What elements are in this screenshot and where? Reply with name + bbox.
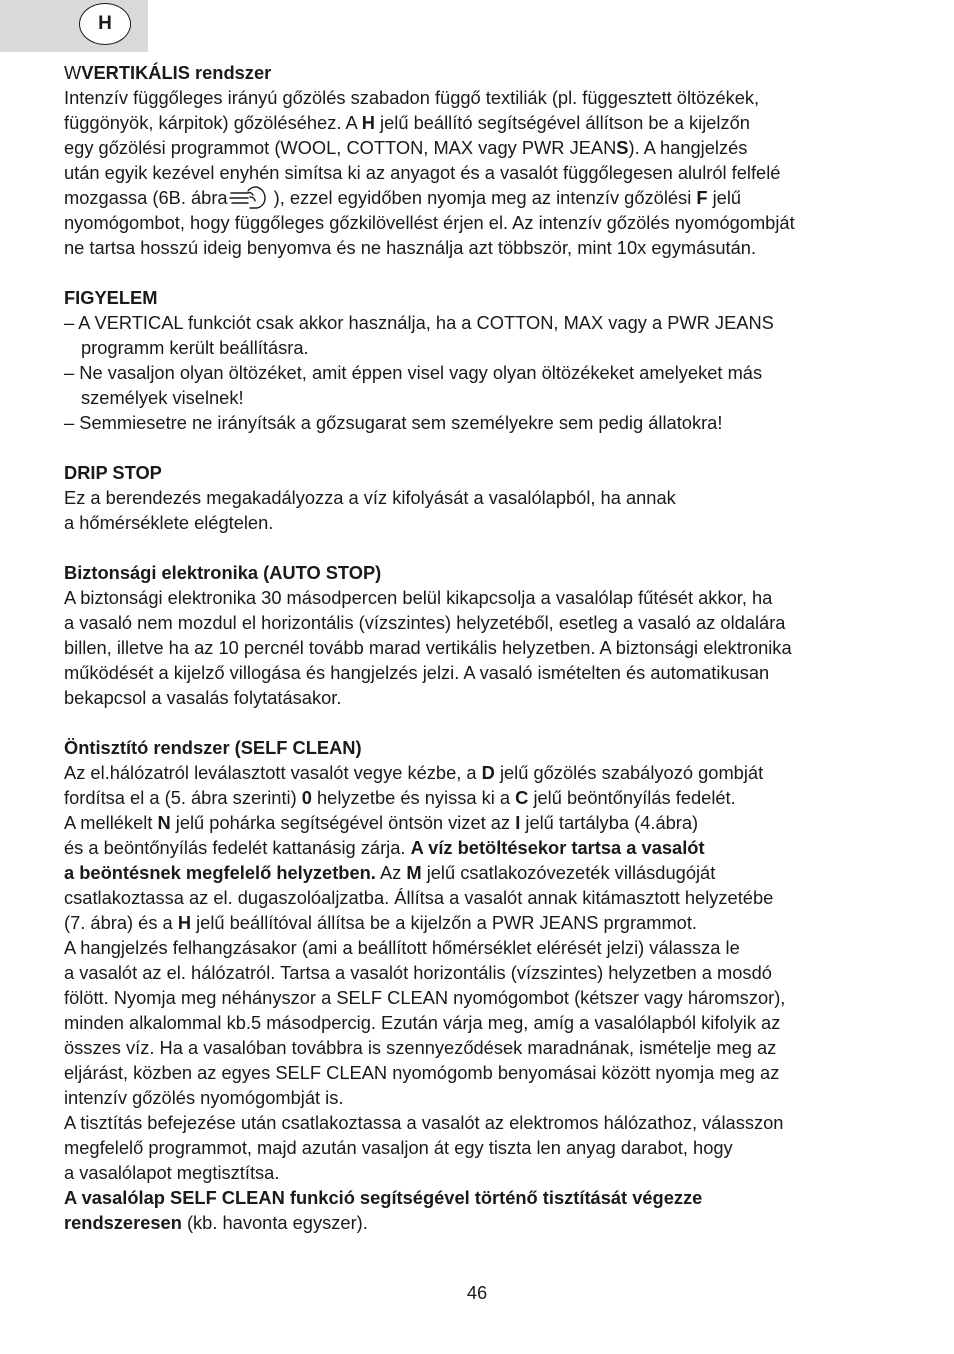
paragraph-line: rendszeresen (kb. havonta egyszer). — [64, 1212, 368, 1233]
warning-item-continued: programm került beállításra. — [81, 337, 309, 358]
page-content — [64, 60, 894, 1235]
paragraph-line: intenzív gőzölés nyomógombját is. — [64, 1087, 344, 1108]
paragraph-line: eljárást, közben az egyes SELF CLEAN nyomógomb benyomásai között nyomja meg az — [64, 1062, 780, 1083]
paragraph-line: mozgassa (6B. ábra ), ezzel egyidőben nyomja meg az intenzív gőzölési F jelű — [64, 187, 742, 208]
section-heading-self-clean: Öntisztító rendszer (SELF CLEAN) — [64, 737, 362, 758]
paragraph-line: A hangjelzés felhangzásakor (ami a beállított hőmérséklet elérését jelzi) válassza le — [64, 937, 740, 958]
paragraph-line: csatlakoztassa az el. dugaszolóaljzatba. Állítsa a vasalót annak kitámasztott helyzetébe — [64, 887, 774, 908]
paragraph-line: a vasalót az el. hálózatról. Tartsa a vasalót horizontális (vízszintes) helyzetben a mosdó — [64, 962, 772, 983]
hand-stroke-icon — [228, 185, 274, 210]
paragraph-line: fordítsa el a (5. ábra szerinti) 0 helyzetbe és nyissa ki a C jelű beöntőnyílás fedelét. — [64, 787, 736, 808]
warning-item: – Semmiesetre ne irányítsák a gőzsugarat sem személyekre sem pedig állatokra! — [64, 412, 723, 433]
paragraph-line: minden alkalommal kb.5 másodpercig. Ezután várja meg, amíg a vasalólapból kifolyik az — [64, 1012, 781, 1033]
section-heading-vertical: WVERTIKÁLIS rendszer — [64, 62, 272, 83]
paragraph-line: billen, illetve ha az 10 percnél tovább marad vertikális helyzetben. A biztonsági elektronika — [64, 637, 792, 658]
paragraph-line: bekapcsol a vasalás folytatásakor. — [64, 687, 342, 708]
paragraph-line: A biztonsági elektronika 30 másodpercen belül kikapcsolja a vasalólap fűtését akkor, ha — [64, 587, 773, 608]
paragraph-line: a vasaló nem mozdul el horizontális (vízszintes) helyzetéből, esetleg a vasaló az oldalára — [64, 612, 786, 633]
warning-item: – Ne vasaljon olyan öltözéket, amit éppen visel vagy olyan öltözékeket amelyeket más — [64, 362, 763, 383]
paragraph-line: Az el.hálózatról leválasztott vasalót vegye kézbe, a D jelű gőzölés szabályozó gombját — [64, 762, 764, 783]
page-number: 46 — [466, 1282, 488, 1303]
paragraph-line: Intenzív függőleges irányú gőzölés szabadon függő textiliák (pl. függesztett öltözékek, — [64, 87, 760, 108]
warning-item: – A VERTICAL funkciót csak akkor használja, ha a COTTON, MAX vagy a PWR JEANS — [64, 312, 774, 333]
paragraph-line: és a beöntőnyílás fedelét kattanásig zárja. A víz betöltésekor tartsa a vasalót — [64, 837, 705, 858]
language-badge: H — [79, 3, 131, 45]
paragraph-line: (7. ábra) és a H jelű beállítóval állítsa be a kijelzőn a PWR JEANS prgrammot. — [64, 912, 698, 933]
paragraph-line: megfelelő programmot, majd azután vasaljon át egy tiszta len anyag darabot, hogy — [64, 1137, 733, 1158]
paragraph-line: ne tartsa hosszú ideig benyomva és ne használja azt többször, mint 10x egymásután. — [64, 237, 757, 258]
paragraph-line: a vasalólapot megtisztítsa. — [64, 1162, 280, 1183]
paragraph-line: Ez a berendezés megakadályozza a víz kifolyását a vasalólapból, ha annak — [64, 487, 676, 508]
paragraph-line: egy gőzölési programmot (WOOL, COTTON, MAX vagy PWR JEANS). A hangjelzés — [64, 137, 748, 158]
paragraph-line: a beöntésnek megfelelő helyzetben. Az M jelű csatlakozóvezeték villásdugóját — [64, 862, 716, 883]
paragraph-line: függönyök, kárpitok) gőzöléséhez. A H jelű beállító segítségével állítson be a kijelzőn — [64, 112, 750, 133]
language-tab — [0, 0, 148, 52]
paragraph-line: után egyik kezével enyhén simítsa ki az anyagot és a vasalót függőlegesen alulról felfelé — [64, 162, 781, 183]
paragraph-line: működését a kijelző villogása és hangjelzés jelzi. A vasaló ismételten és automatikusan — [64, 662, 770, 683]
paragraph-line: nyomógombot, hogy függőleges gőzkilövellést érjen el. Az intenzív gőzölés nyomógombját — [64, 212, 795, 233]
warning-item-continued: személyek viselnek! — [81, 387, 244, 408]
paragraph-line: A tisztítás befejezése után csatlakoztassa a vasalót az elektromos hálózathoz, válasszon — [64, 1112, 784, 1133]
section-heading-warning: FIGYELEM — [64, 287, 158, 308]
paragraph-line: A mellékelt N jelű pohárka segítségével öntsön vizet az I jelű tartályba (4.ábra) — [64, 812, 699, 833]
section-heading-drip-stop: DRIP STOP — [64, 462, 162, 483]
section-heading-auto-stop: Biztonsági elektronika (AUTO STOP) — [64, 562, 382, 583]
paragraph-line: a hőmérséklete elégtelen. — [64, 512, 274, 533]
paragraph-line: összes víz. Ha a vasalóban továbbra is szennyeződések maradnának, ismételje meg az — [64, 1037, 777, 1058]
paragraph-line: A vasalólap SELF CLEAN funkció segítségével történő tisztítását végezze — [64, 1187, 703, 1208]
paragraph-line: fölött. Nyomja meg néhányszor a SELF CLEAN nyomógombot (kétszer vagy háromszor), — [64, 987, 786, 1008]
